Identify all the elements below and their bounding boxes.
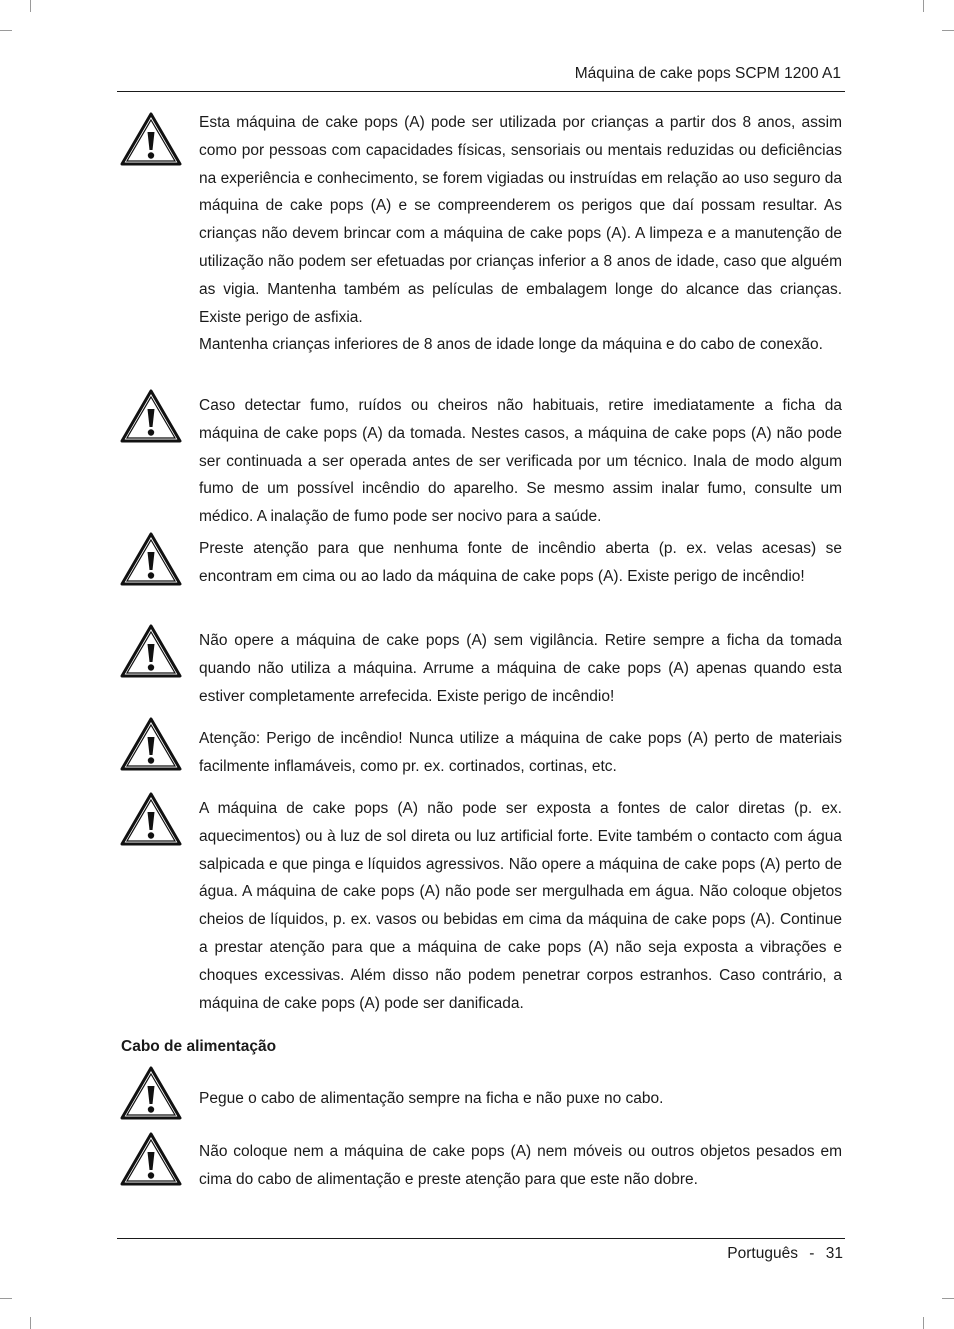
warning-block <box>117 795 845 1017</box>
crop-mark <box>30 1317 31 1329</box>
section-heading: Cabo de alimentação <box>121 1038 277 1055</box>
crop-mark <box>0 1298 12 1299</box>
warning-text: Preste atenção para que nenhuma fonte de incêndio aberta (p. ex. velas acesas) se encontram em cima ou ao lado da máquina de cake pops (A). Existe perigo de incêndio! <box>199 540 842 585</box>
page-number: 31 <box>825 1245 843 1262</box>
warning-triangle-icon <box>120 717 182 771</box>
header-rule <box>117 91 845 92</box>
crop-mark <box>923 1317 924 1329</box>
crop-mark <box>942 1298 954 1299</box>
warning-triangle-icon <box>120 532 182 586</box>
warning-text: Esta máquina de cake pops (A) pode ser utilizada por crianças a partir dos 8 anos, assim como por pessoas com capacidades físicas, sensoriais ou mentais reduzidas ou deficiências na experiência e conhecimento, se forem vigiadas ou instruídas em relação ao uso seguro da máquina de cake pops (A) e se compreenderem os perigos que daí possam resultar. As crianças não devem brincar com a máquina de cake pops (A). A limpeza e a manutenção de utilização não podem ser efetuadas por crianças inferior a 8 anos de idade, caso que alguém as vigia. Mantenha também as películas de embalagem longe do alcance das crianças. Existe perigo de asfixia. <box>199 114 842 326</box>
warning-text: Não coloque nem a máquina de cake pops (A) nem móveis ou outros objetos pesados em cima do cabo de alimentação e preste atenção para que este não dobre. <box>199 1143 842 1188</box>
warning-triangle-icon <box>120 1132 182 1186</box>
footer-rule <box>117 1238 845 1239</box>
warning-block <box>117 109 845 359</box>
warning-triangle-icon <box>120 389 182 443</box>
warning-text: A máquina de cake pops (A) não pode ser exposta a fontes de calor diretas (p. ex. aquecimentos) ou à luz de sol direta ou luz artificial forte. Evite também o contacto com água salpicada e que pinga e líquidos agressivos. Não opere a máquina de cake pops (A) perto de água. A máquina de cake pops (A) não pode ser mergulhada em água. Não coloque objetos cheios de líquidos, p. ex. vasos ou bebidas em cima da máquina de cake pops (A). Continue a prestar atenção para que a máquina de cake pops (A) não seja exposta a vibrações e choques excessivas. Além disso não podem penetrar corpos estranhos. Caso contrário, a máquina de cake pops (A) pode ser danificada. <box>199 800 842 1012</box>
crop-mark <box>0 30 12 31</box>
warning-block <box>117 392 845 531</box>
crop-mark <box>923 0 924 12</box>
footer-separator: - <box>809 1245 815 1262</box>
warning-block <box>117 627 845 710</box>
warning-text: Atenção: Perigo de incêndio! Nunca utilize a máquina de cake pops (A) perto de materiais facilmente inflamáveis, como pr. ex. cortinados, cortinas, etc. <box>199 730 842 775</box>
warning-triangle-icon <box>120 1066 182 1120</box>
warning-triangle-icon <box>120 624 182 678</box>
warning-block <box>117 1138 845 1194</box>
warning-triangle-icon <box>120 112 182 166</box>
warning-block <box>117 1085 845 1113</box>
running-header: Máquina de cake pops SCPM 1200 A1 <box>574 65 841 82</box>
footer-language: Português <box>727 1245 798 1262</box>
warning-block <box>117 725 845 781</box>
warning-block <box>117 535 845 591</box>
warning-triangle-icon <box>120 792 182 846</box>
page-footer <box>727 1243 843 1265</box>
crop-mark <box>942 30 954 31</box>
warning-text: Caso detectar fumo, ruídos ou cheiros não habituais, retire imediatamente a ficha da máquina de cake pops (A) da tomada. Nestes casos, a máquina de cake pops (A) não pode ser continuada a ser operada antes de ser verificada por um técnico. Inala de modo algum fumo de um possível incêndio do aparelho. Se mesmo assim inalar fumo, consulte um médico. A inalação de fumo pode ser nocivo para a saúde. <box>199 397 842 526</box>
warning-text: Pegue o cabo de alimentação sempre na ficha e não puxe no cabo. <box>199 1090 664 1107</box>
crop-mark <box>30 0 31 12</box>
warning-text: Mantenha crianças inferiores de 8 anos de idade longe da máquina e do cabo de conexão. <box>199 336 823 354</box>
warning-text: Não opere a máquina de cake pops (A) sem vigilância. Retire sempre a ficha da tomada quando não utiliza a máquina. Arrume a máquina de cake pops (A) apenas quando esta estiver completamente arrefecida. Existe perigo de incêndio! <box>199 632 842 705</box>
